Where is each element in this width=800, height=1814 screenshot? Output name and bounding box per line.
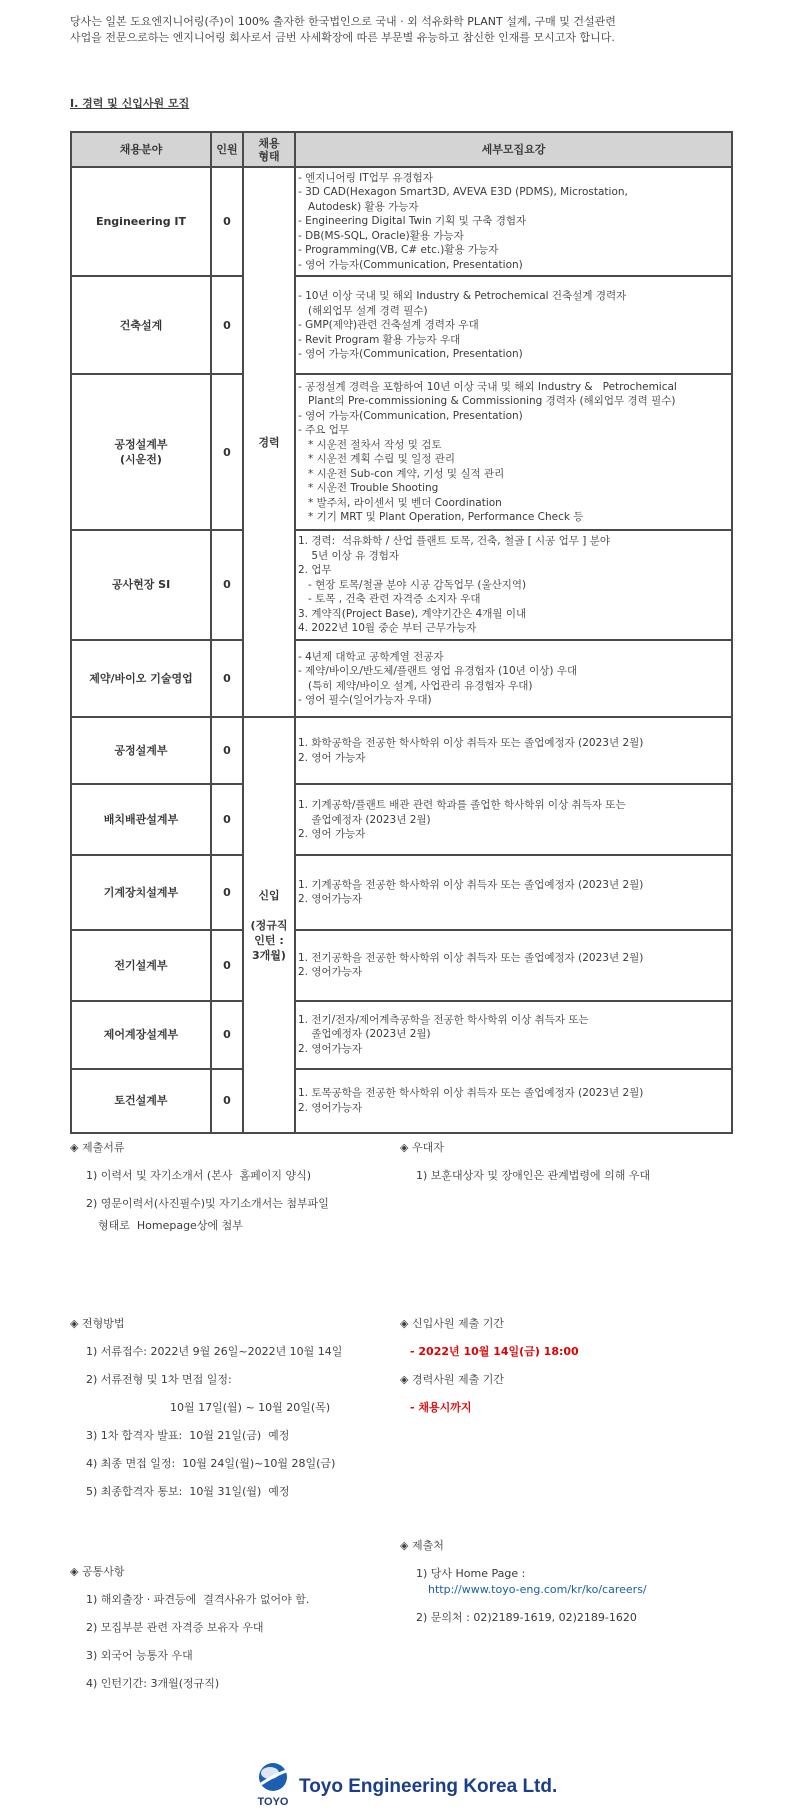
requirements-cell: 1. 토목공학을 전공한 학사학위 이상 취득자 또는 졸업예정자 (2023년 2월) 2. 영어가능자 [295,1069,732,1133]
table-row [71,784,732,855]
screening-item: 1) 서류접수: 2022년 9월 26일~2022년 10월 14일 [86,1345,343,1358]
count-cell: 0 [211,1069,243,1133]
count-cell: 0 [211,784,243,855]
type-cell-career: 경력 [243,167,295,717]
count-cell: 0 [211,930,243,1001]
type-cell-new: 신입 (정규직 인턴 : 3개월) [243,717,295,1133]
requirements-cell: - 엔지니어링 IT업무 유경험자 - 3D CAD(Hexagon Smart3D, AVEVA E3D (PDMS), Microstation, Autodesk) 활용 가능자 - Engineering Digital Twin 기획 및 구축 경험자 - DB(MS-SQL, Oracle)활용 가능자 - Programming(VB, C# etc.)활용 가능자 - 영어 가능자(Communication, Presentation) [295,167,732,276]
requirements-cell: 1. 전기공학을 전공한 학사학위 이상 취득자 또는 졸업예정자 (2023년 2월) 2. 영어가능자 [295,930,732,1001]
career-deadline-title: ◈ 경력사원 제출 기간 [400,1373,504,1386]
field-cell: 배치배관설계부 [71,784,211,855]
requirements-cell: 1. 기계공학을 전공한 학사학위 이상 취득자 또는 졸업예정자 (2023년 2월) 2. 영어가능자 [295,855,732,929]
count-cell: 0 [211,167,243,276]
field-cell: 제어계장설계부 [71,1001,211,1069]
company-name: Toyo Engineering Korea Ltd. [299,1776,558,1797]
toyo-globe-icon [253,1760,293,1810]
header-field: 채용분야 [71,132,211,167]
submission-docs-block [70,1140,329,1246]
recruitment-table [70,131,733,1134]
field-cell: 전기설계부 [71,930,211,1001]
intro-line-2: 사업을 전문으로하는 엔지니어링 회사로서 금번 사세확장에 따른 부문별 유능하고 참신한 인재를 모시고자 합니다. [70,31,615,44]
screening-item-cont: 10월 17일(월) ~ 10월 20일(목) [170,1401,331,1414]
submission-docs-item-cont: 형태로 Homepage상에 첨부 [98,1219,243,1232]
table-row [71,1069,732,1133]
submission-docs-title: ◈ 제출서류 [70,1141,125,1154]
table-row [71,374,732,529]
count-cell: 0 [211,640,243,717]
preference-item: 1) 보훈대상자 및 장애인은 관계법령에 의해 우대 [416,1169,651,1182]
careers-link[interactable]: http://www.toyo-eng.com/kr/ko/careers/ [428,1583,647,1596]
count-cell: 0 [211,276,243,374]
submission-docs-item: 2) 영문이력서(사진필수)및 자기소개서는 첨부파일 [86,1197,329,1210]
intro-text [70,14,770,46]
contact-item: 2) 문의처 : 02)2189-1619, 02)2189-1620 [416,1611,637,1624]
common-block [70,1564,309,1704]
preference-title: ◈ 우대자 [400,1141,444,1154]
requirements-cell: 1. 기계공학/플랜트 배관 관련 학과를 졸업한 학사학위 이상 취득자 또는 졸업예정자 (2023년 2월) 2. 영어 가능자 [295,784,732,855]
submit-to-title: ◈ 제출처 [400,1539,444,1552]
field-cell: Engineering IT [71,167,211,276]
table-row [71,1001,732,1069]
new-deadline-value: - 2022년 10월 14일(금) 18:00 [410,1345,579,1358]
requirements-cell: - 10년 이상 국내 및 해외 Industry & Petrochemical 건축설계 경력자 (해외업무 설계 경력 필수) - GMP(제약)관련 건축설계 경력자 우대 - Revit Program 활용 가능자 우대 - 영어 가능자(Communication, Presentation) [295,276,732,374]
field-cell: 공정설계부 (시운전) [71,374,211,529]
field-cell: 공정설계부 [71,717,211,784]
screening-item: 4) 최종 면접 일정: 10월 24일(월)~10월 28일(금) [86,1457,336,1470]
requirements-cell: - 공정설계 경력을 포함하여 10년 이상 국내 및 해외 Industry & Petrochemical Plant의 Pre-commissioning & Commissioning 경력자 (해외업무 경력 필수) - 영어 가능자(Communication, Presentation) - 주요 업무 * 시운전 절차서 작성 및 검토 * 시운전 계획 수립 및 일정 관리 * 시운전 Sub-con 계약, 기성 및 실적 관리 * 시운전 Trouble Shooting * 발주처, 라이센서 및 벤더 Coordination * 기기 MRT 및 Plant Operation, Performance Check 등 [295,374,732,529]
career-deadline-value: - 채용시까지 [410,1401,472,1414]
table-row [71,855,732,929]
header-type: 채용 형태 [243,132,295,167]
table-row [71,930,732,1001]
table-row [71,530,732,640]
table-header-row [71,132,732,167]
logo-mark-text: TOYO [257,1796,289,1808]
count-cell: 0 [211,717,243,784]
header-requirements: 세부모집요강 [295,132,732,167]
table-row [71,276,732,374]
new-deadline-title: ◈ 신입사원 제출 기간 [400,1317,504,1330]
count-cell: 0 [211,855,243,929]
requirements-cell: 1. 경력: 석유화학 / 산업 플랜트 토목, 건축, 철골 [ 시공 업무 ] 분야 5년 이상 유 경험자 2. 업무 - 현장 토목/철골 분야 시공 감독업무 (울산지역) - 토목 , 건축 관련 자격증 소지자 우대 3. 계약직(Project Base), 계약기간은 4개월 이내 4. 2022년 10월 중순 부터 근무가능자 [295,530,732,640]
field-cell: 기계장치설계부 [71,855,211,929]
common-title: ◈ 공통사항 [70,1565,125,1578]
requirements-cell: - 4년제 대학교 공학계열 전공자 - 제약/바이오/반도체/플랜트 영업 유경험자 (10년 이상) 우대 (특히 제약/바이오 설계, 사업관리 유경험자 우대) - 영어 필수(일어가능자 우대) [295,640,732,717]
field-cell: 건축설계 [71,276,211,374]
screening-title: ◈ 전형방법 [70,1317,125,1330]
table-row [71,717,732,784]
count-cell: 0 [211,1001,243,1069]
field-cell: 공사현장 SI [71,530,211,640]
field-cell: 제약/바이오 기술영업 [71,640,211,717]
screening-item: 2) 서류전형 및 1차 면접 일정: [86,1373,232,1386]
requirements-cell: 1. 전기/전자/제어계측공학을 전공한 학사학위 이상 취득자 또는 졸업예정자 (2023년 2월) 2. 영어가능자 [295,1001,732,1069]
common-item: 4) 인턴기간: 3개월(정규직) [86,1677,220,1690]
submission-docs-item: 1) 이력서 및 자기소개서 (본사 홈페이지 양식) [86,1169,311,1182]
requirements-cell: 1. 화학공학을 전공한 학사학위 이상 취득자 또는 졸업예정자 (2023년 2월) 2. 영어 가능자 [295,717,732,784]
common-item: 3) 외국어 능통자 우대 [86,1649,193,1662]
table-row [71,640,732,717]
homepage-label: 1) 당사 Home Page : [416,1567,526,1580]
common-item: 1) 해외출장 · 파견등에 결격사유가 없어야 함. [86,1593,310,1606]
common-item: 2) 모집부분 관련 자격증 보유자 우대 [86,1621,264,1634]
count-cell: 0 [211,530,243,640]
screening-item: 3) 1차 합격자 발표: 10월 21일(금) 예정 [86,1429,290,1442]
submit-to-block [400,1538,647,1638]
table-row [71,167,732,276]
intro-line-1: 당사는 일본 도요엔지니어링(주)이 100% 출자한 한국법인으로 국내 · 외 석유화학 PLANT 설계, 구매 및 건설관련 [70,15,616,28]
screening-block [70,1316,342,1512]
deadlines-block [400,1316,579,1428]
screening-item: 5) 최종합격자 통보: 10월 31일(월) 예정 [86,1485,290,1498]
header-count: 인원 [211,132,243,167]
count-cell: 0 [211,374,243,529]
field-cell: 토건설계부 [71,1069,211,1133]
company-logo [253,1760,573,1810]
preference-block [400,1140,650,1196]
section-title: I. 경력 및 신입사원 모집 [70,97,190,110]
